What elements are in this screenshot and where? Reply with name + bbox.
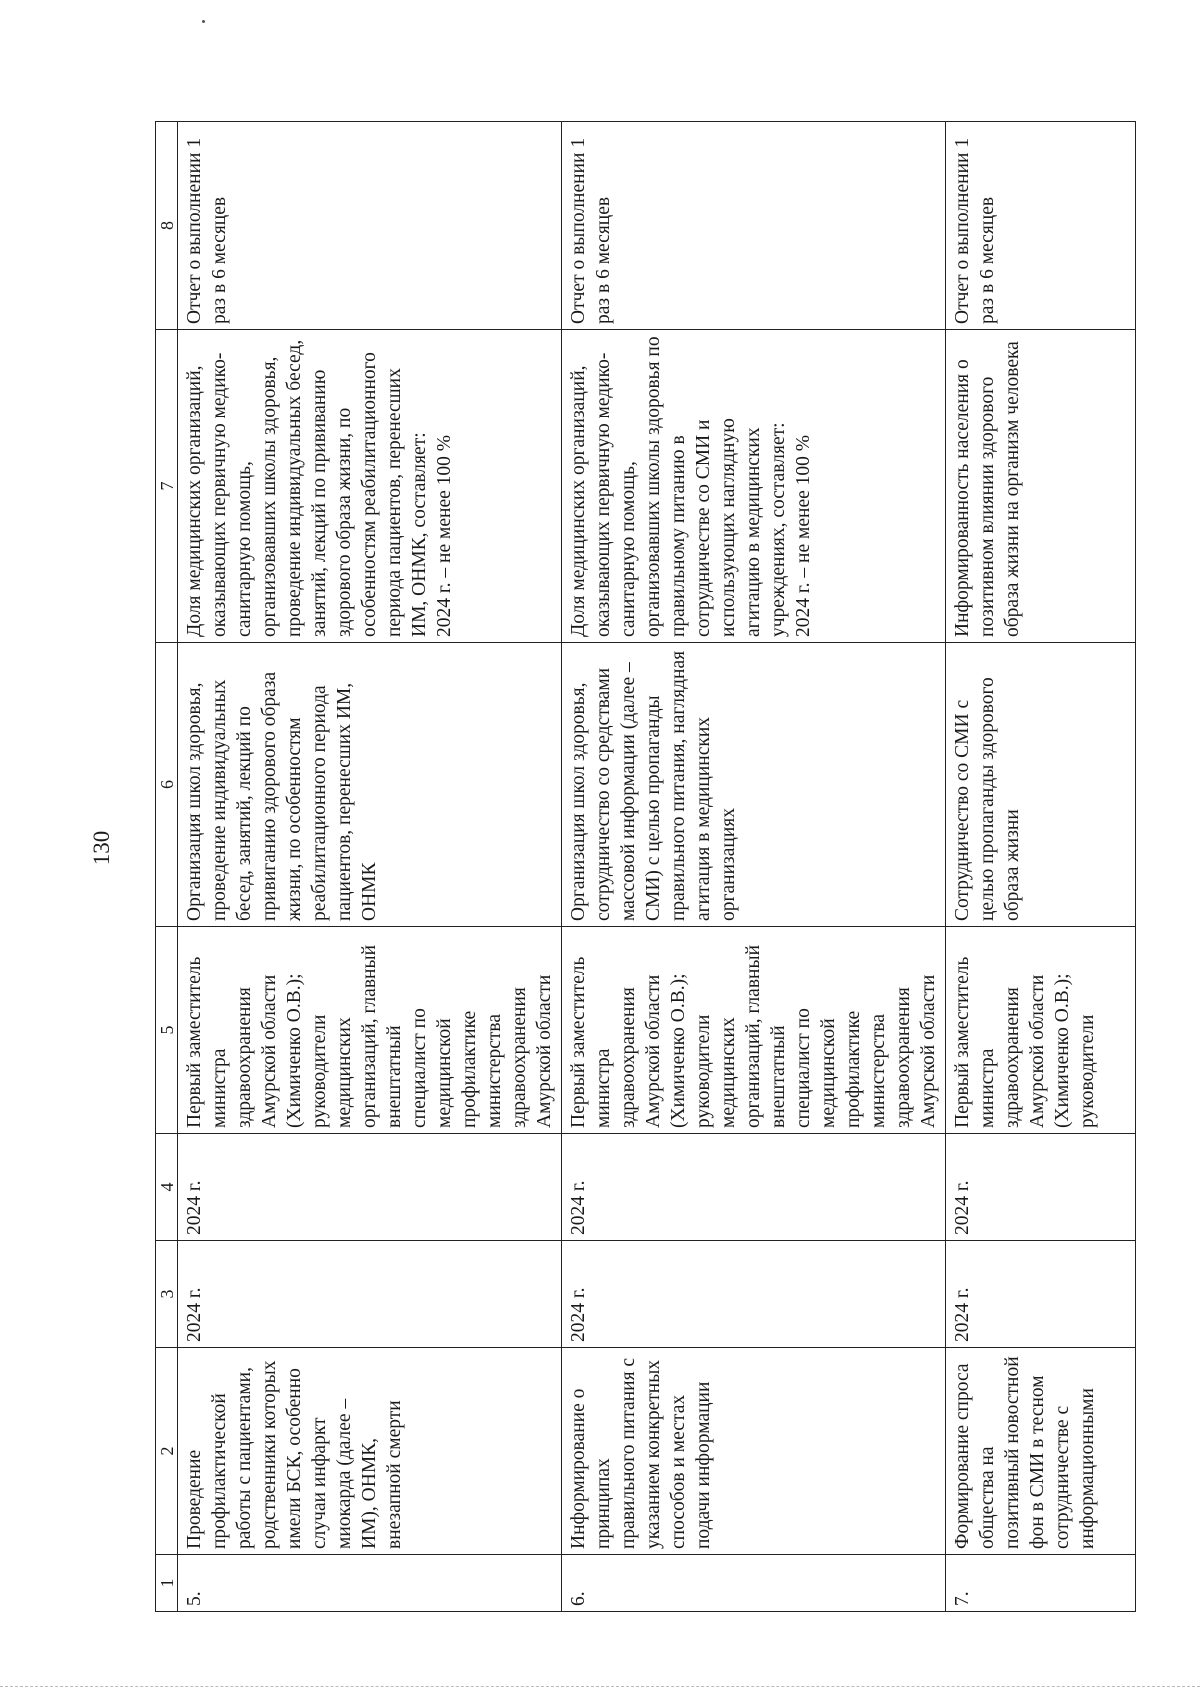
- result-cell: Организация школ здоровья, проведение индивидуальных бесед, занятий, лекций по привиганию здорового образа жизни, по особенностям реабилитационного периода пациентов, перенесших ИМ, ОНМК: [178, 643, 562, 927]
- indicator-cell: Информированность населения о позитивном влиянии здорового образа жизни на организм человека: [946, 330, 1136, 643]
- measure-cell: Проведение профилактической работы с пациентами, родственники которых имели БСК, особенно случаи инфаркт миокарда (далее – ИМ), ОНМК, внезапной смерти: [178, 1348, 562, 1555]
- measure-cell: Формирование спроса общества на позитивный новостной фон в СМИ в тесном сотрудничестве с информационными: [946, 1348, 1136, 1555]
- column-header-3: 3: [156, 1241, 178, 1348]
- row-number: 5.: [178, 1555, 562, 1612]
- table-row: [562, 122, 946, 1612]
- start-date-cell: 2024 г.: [946, 1241, 1136, 1348]
- column-header-8: 8: [156, 122, 178, 330]
- end-date-cell: 2024 г.: [178, 1134, 562, 1241]
- scan-artifact-dot: [202, 20, 205, 23]
- page-number: 130: [89, 830, 114, 866]
- column-header-6: 6: [156, 643, 178, 927]
- end-date-cell: 2024 г.: [562, 1134, 946, 1241]
- action-plan-table: [155, 121, 1136, 1612]
- result-cell: Сотрудничество со СМИ с целью пропаганды здорового образа жизни: [946, 643, 1136, 927]
- rotated-table-container: [155, 122, 1098, 1612]
- report-cell: Отчет о выполнении 1 раз в 6 месяцев: [946, 122, 1136, 330]
- column-header-7: 7: [156, 330, 178, 643]
- indicator-cell: Доля медицинских организаций, оказывающих первичную медико-санитарную помощь, организовавших школы здоровья, проведение индивидуальных бесед, занятий, лекций по прививанию здорового образа жизни, по особенностям реабилитационного периода пациентов, перенесших ИМ, ОНМК, составляет: 2024 г. – не менее 100 %: [178, 330, 562, 643]
- row-number: 6.: [562, 1555, 946, 1612]
- column-header-2: 2: [156, 1348, 178, 1555]
- result-cell: Организация школ здоровья, сотрудничество со средствами массовой информации (далее – СМИ) с целью пропаганды правильного питания, наглядная агитация в медицинских организациях: [562, 643, 946, 927]
- column-header-1: 1: [156, 1555, 178, 1612]
- header-row: [156, 122, 178, 1612]
- report-cell: Отчет о выполнении 1 раз в 6 месяцев: [562, 122, 946, 330]
- start-date-cell: 2024 г.: [562, 1241, 946, 1348]
- responsible-cell: Первый заместитель министра здравоохранения Амурской области (Химиченко О.В.); руководители медицинских организаций, главный внештатный специалист по медицинской профилактике министерства здравоохранения Амурской области: [178, 927, 562, 1134]
- indicator-cell: Доля медицинских организаций, оказывающих первичную медико-санитарную помощь, организовавших школы здоровья по правильному питанию в сотрудничестве со СМИ и использующих наглядную агитацию в медицинских учреждениях, составляет: 2024 г. – не менее 100 %: [562, 330, 946, 643]
- responsible-cell: Первый заместитель министра здравоохранения Амурской области (Химиченко О.В.); руководители: [946, 927, 1136, 1134]
- scan-edge-line: [0, 1686, 1200, 1687]
- report-cell: Отчет о выполнении 1 раз в 6 месяцев: [178, 122, 562, 330]
- measure-cell: Информирование о принципах правильного питания с указанием конкретных способов и местах подачи информации: [562, 1348, 946, 1555]
- end-date-cell: 2024 г.: [946, 1134, 1136, 1241]
- column-header-4: 4: [156, 1134, 178, 1241]
- responsible-cell: Первый заместитель министра здравоохранения Амурской области (Химиченко О.В.); руководители медицинских организаций, главный внештатный специалист по медицинской профилактике министерства здравоохранения Амурской области: [562, 927, 946, 1134]
- column-header-5: 5: [156, 927, 178, 1134]
- start-date-cell: 2024 г.: [178, 1241, 562, 1348]
- row-number: 7.: [946, 1555, 1136, 1612]
- table-row: [178, 122, 562, 1612]
- table-row: [946, 122, 1136, 1612]
